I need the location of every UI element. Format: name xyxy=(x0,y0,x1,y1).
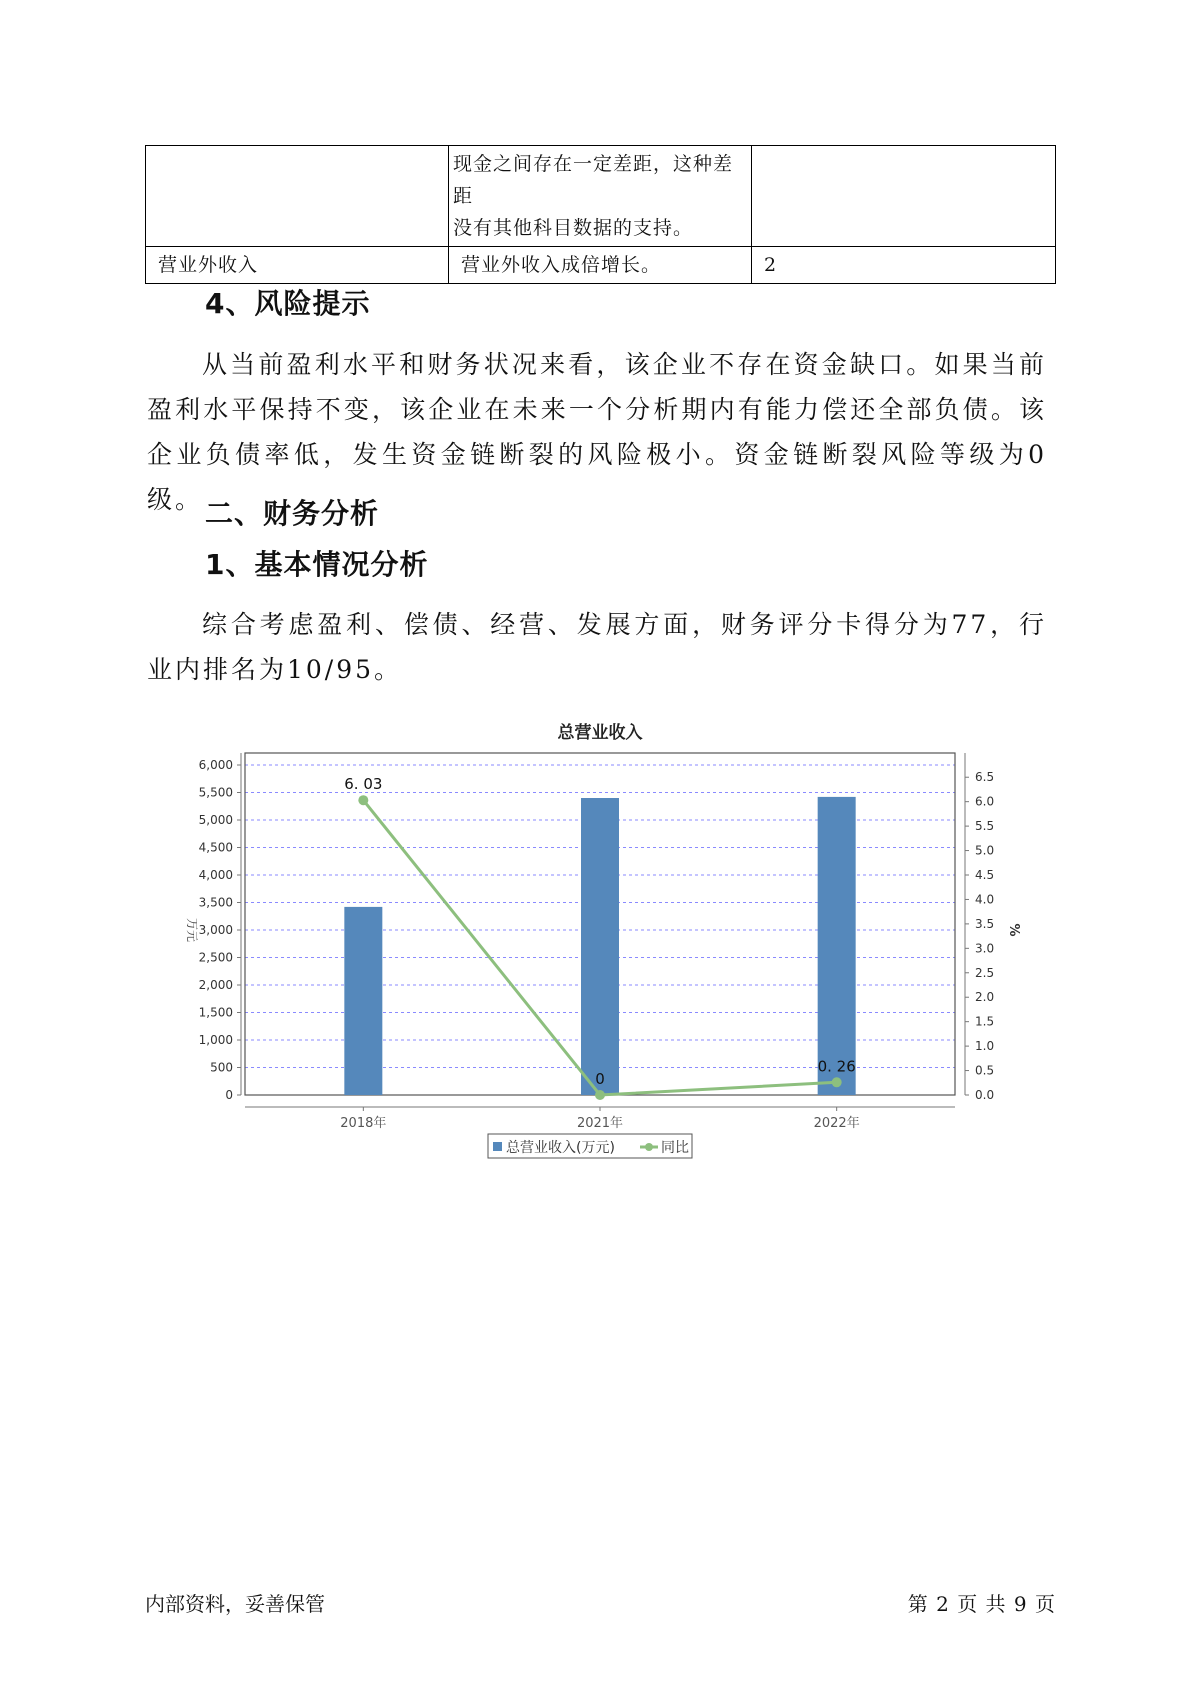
desc-line: 没有其他科目数据的支持。 xyxy=(453,217,694,239)
finance-heading: 二、财务分析 xyxy=(205,497,380,530)
table-cell-desc xyxy=(449,146,752,247)
table-cell-item: 营业外收入 xyxy=(146,247,449,284)
risk-heading: 4、风险提示 xyxy=(205,287,371,320)
revenue-chart xyxy=(160,705,1040,1175)
left-axis-tick-label: 1,500 xyxy=(198,1005,233,1020)
right-axis-tick-label: 6.5 xyxy=(975,770,995,785)
yoy-data-label: 0 xyxy=(595,1070,605,1088)
left-axis-tick-label: 4,500 xyxy=(198,840,233,855)
left-axis-tick-label: 2,000 xyxy=(198,978,233,992)
table-row xyxy=(146,247,1056,284)
right-axis-tick-label: 6.0 xyxy=(975,794,995,809)
basic-analysis-heading: 1、基本情况分析 xyxy=(205,548,429,581)
bar-0 xyxy=(344,907,382,1095)
right-axis-tick-label: 4.5 xyxy=(975,868,995,882)
right-axis-tick-label: 3.0 xyxy=(975,941,995,956)
yoy-point-0 xyxy=(358,795,368,805)
right-axis-tick-label: 2.0 xyxy=(975,990,995,1005)
right-axis-tick-label: 3.5 xyxy=(975,916,995,931)
left-axis-tick-label: 4,000 xyxy=(198,868,233,882)
x-axis-tick-label: 2022年 xyxy=(813,1116,860,1131)
right-axis-tick-label: 5.0 xyxy=(975,843,995,858)
right-axis-tick-label: 2.5 xyxy=(975,965,995,980)
right-axis-tick-label: 0.5 xyxy=(975,1063,995,1078)
footer-page-number: 第 2 页 共 9 页 xyxy=(907,1592,1056,1616)
legend-line-label: 同比 xyxy=(661,1140,689,1156)
right-axis-tick-label: 4.0 xyxy=(975,892,995,907)
x-axis-tick-label: 2021年 xyxy=(576,1116,624,1131)
risk-continuation-table xyxy=(145,145,1056,284)
yoy-point-2 xyxy=(832,1077,842,1087)
right-axis-label: % xyxy=(1006,923,1021,937)
right-axis-tick-label: 1.0 xyxy=(975,1039,995,1054)
table-cell-score xyxy=(752,146,1056,247)
table-cell-desc xyxy=(449,247,752,284)
right-axis-tick-label: 5.5 xyxy=(975,819,995,834)
table-row xyxy=(146,146,1056,247)
legend-line-marker xyxy=(645,1143,653,1151)
basic-analysis-paragraph: 综合考虑盈利、偿债、经营、发展方面，财务评分卡得分为77，行业内排名为10/95。 xyxy=(147,610,1047,684)
left-axis-label: 万元 xyxy=(185,917,199,943)
left-axis-tick-label: 1,000 xyxy=(198,1033,233,1047)
right-axis-tick-label: 1.5 xyxy=(975,1014,995,1029)
left-axis-tick-label: 0 xyxy=(225,1088,233,1102)
revenue-chart-svg xyxy=(160,705,1040,1175)
x-axis-tick-label: 2018年 xyxy=(340,1116,387,1131)
bar-2 xyxy=(818,797,856,1095)
yoy-data-label: 6. 03 xyxy=(344,775,383,794)
left-axis-tick-label: 6,000 xyxy=(198,758,233,772)
right-axis-tick-label: 0.0 xyxy=(975,1088,995,1102)
legend-bar-swatch xyxy=(493,1142,502,1151)
yoy-data-label: 0. 26 xyxy=(817,1057,856,1076)
legend-bar-label: 总营业收入(万元) xyxy=(506,1140,615,1156)
left-axis-tick-label: 2,500 xyxy=(198,950,233,965)
yoy-point-1 xyxy=(595,1090,605,1100)
risk-paragraph: 从当前盈利水平和财务状况来看，该企业不存在资金缺口。如果当前盈利水平保持不变，该企业在未来一个分析期内有能力偿还全部负债。该企业负债率低，发生资金链断裂的风险极小。资金链断裂风险等级为0级。 xyxy=(147,350,1047,514)
left-axis-tick-label: 3,500 xyxy=(198,895,233,910)
desc-line: 现金之间存在一定差距，这种差距 xyxy=(453,153,734,207)
table-cell-score: 2 xyxy=(752,247,1056,284)
footer-confidential: 内部资料，妥善保管 xyxy=(145,1592,325,1616)
table-cell-item xyxy=(146,146,449,247)
bar-1 xyxy=(581,798,619,1095)
left-axis-tick-label: 500 xyxy=(210,1060,233,1075)
left-axis-tick-label: 5,500 xyxy=(198,785,233,800)
desc-line: 营业外收入成倍增长。 xyxy=(461,254,662,276)
left-axis-tick-label: 5,000 xyxy=(198,813,233,827)
left-axis-tick-label: 3,000 xyxy=(198,923,233,937)
chart-title: 总营业收入 xyxy=(557,723,643,743)
